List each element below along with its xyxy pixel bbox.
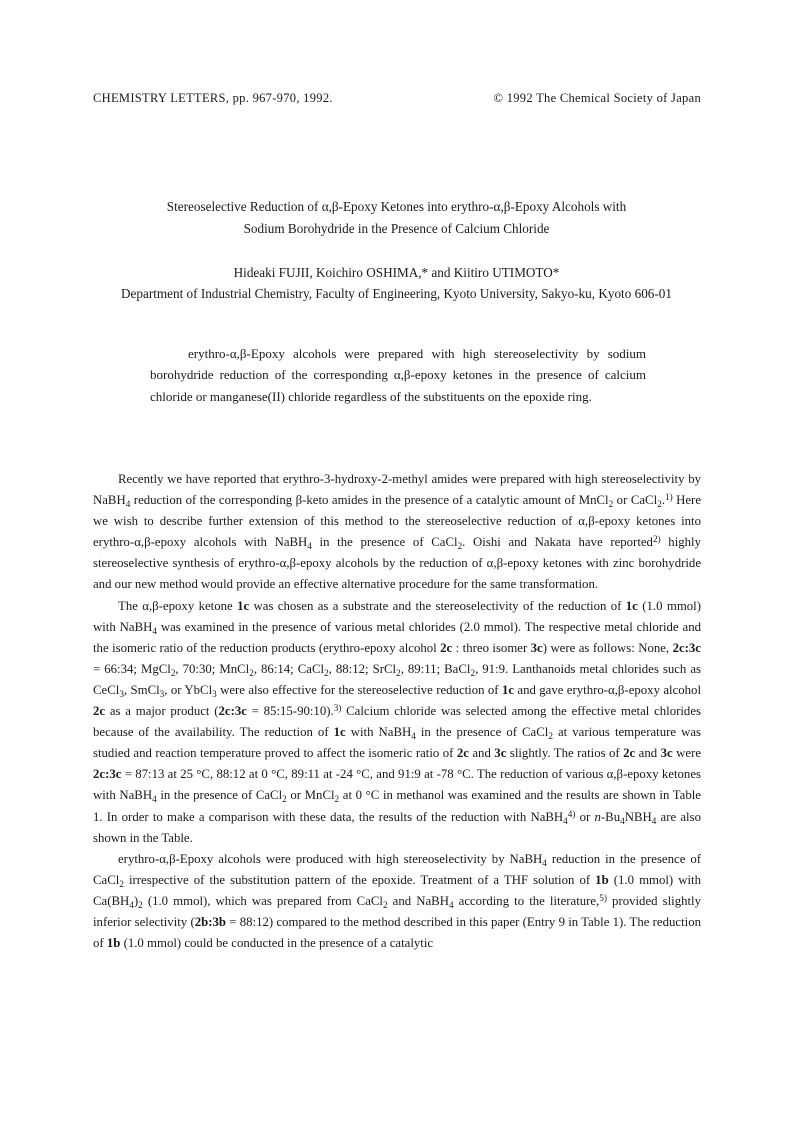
author-names: Hideaki FUJII, Koichiro OSHIMA,* and Kiitiro UTIMOTO* bbox=[233, 265, 560, 280]
compound-label: 1c bbox=[501, 682, 515, 697]
text-run: and bbox=[468, 746, 495, 761]
reference-marker: 5) bbox=[599, 892, 607, 903]
compound-label: 1c bbox=[237, 598, 250, 613]
text-run: were also effective for the stereoselective reduction of bbox=[216, 682, 502, 697]
subscript: 4 bbox=[542, 857, 547, 868]
compound-label: 3c bbox=[530, 640, 543, 655]
reference-marker: 1) bbox=[664, 491, 673, 502]
text-run: erythro-α,β-Epoxy alcohols were produced with high stereoselectivity by NaBH bbox=[118, 851, 543, 866]
subscript: 3 bbox=[212, 689, 217, 700]
subscript: 2 bbox=[608, 499, 614, 510]
subscript: 4 bbox=[152, 625, 157, 636]
text-run: and NaBH bbox=[387, 893, 449, 908]
subscript: 4 bbox=[563, 815, 568, 826]
journal-citation: CHEMISTRY LETTERS, pp. 967-970, 1992. bbox=[93, 91, 333, 105]
subscript: 2 bbox=[138, 900, 143, 911]
text-run: (1.0 mmol), which was prepared from CaCl bbox=[142, 893, 383, 908]
text-run: = 66:34; MgCl bbox=[93, 661, 171, 676]
compound-label: 2c bbox=[456, 746, 469, 761]
text-run: according to the literature, bbox=[453, 893, 600, 908]
text-run: as a major product ( bbox=[105, 704, 219, 719]
text-run: in the presence of CaCl bbox=[311, 535, 458, 550]
subscript: 4 bbox=[620, 815, 625, 826]
abstract bbox=[150, 343, 646, 407]
subscript: 4 bbox=[125, 499, 131, 510]
text-run: were bbox=[672, 746, 702, 761]
compound-label: 1b bbox=[106, 936, 121, 951]
author-block bbox=[60, 262, 733, 304]
compound-label: 2c bbox=[93, 704, 106, 719]
text-run: Calcium chloride was selected among the effective metal chlorides because of the availability. The reduction of bbox=[93, 704, 701, 740]
text-run: ) were as follows: None, bbox=[542, 640, 673, 655]
compound-label: 3c bbox=[494, 746, 507, 761]
reference-marker: 3) bbox=[333, 702, 342, 713]
title-line-1: Stereoselective Reduction of α,β-Epoxy Ketones into erythro-α,β-Epoxy Alcohols with bbox=[166, 199, 627, 214]
abstract-text: erythro-α,β-Epoxy alcohols were prepared with high stereoselectivity by sodium borohydride reduction of the corresponding α,β-epoxy ketones in the presence of calcium chloride or manganese(II) chloride regardless of the substituents on the epoxide ring. bbox=[150, 346, 646, 404]
text-run: NBH bbox=[624, 809, 652, 824]
text-run: , 70:30; MnCl bbox=[175, 661, 250, 676]
compound-label: 2c:3c bbox=[672, 640, 701, 655]
text-run: , 88:12; SrCl bbox=[328, 661, 397, 676]
text-run: : threo isomer bbox=[452, 640, 531, 655]
text-run: are also shown in the Table. bbox=[93, 809, 701, 845]
copyright-notice: © 1992 The Chemical Society of Japan bbox=[493, 91, 701, 105]
text-run: . bbox=[661, 493, 665, 508]
text-run: and bbox=[635, 746, 661, 761]
subscript: 2 bbox=[324, 668, 329, 679]
paragraph-1 bbox=[93, 469, 701, 596]
text-run: , SmCl bbox=[123, 682, 160, 697]
text-run: = 85:15-90:10). bbox=[246, 704, 334, 719]
subscript: 2 bbox=[470, 668, 476, 679]
text-run: irrespective of the substitution pattern of the epoxide. Treatment of a THF solution of bbox=[123, 872, 596, 887]
compound-label: 2c bbox=[440, 640, 453, 655]
text-run: Recently we have reported that erythro-3-hydroxy-2-methyl amides were prepared with high stereoselectivity by NaBH bbox=[93, 472, 701, 508]
text-run: = 87:13 at 25 °C, 88:12 at 0 °C, 89:11 at -24 °C, and 91:9 at -78 °C. The reduction of various α,β-epoxy ketones with NaBH bbox=[93, 767, 701, 803]
text-run: (1.0 mmol) with Ca(BH bbox=[93, 872, 702, 908]
text-run: was examined in the presence of various metal chlorides (2.0 mmol). The respective metal chloride and the isomeric ratio of the reduction products (erythro-epoxy alcohol bbox=[93, 619, 701, 655]
text-run: or MnCl bbox=[286, 788, 335, 803]
text-run: or bbox=[575, 809, 595, 824]
author-affiliation: Department of Industrial Chemistry, Faculty of Engineering, Kyoto University, Sakyo-ku, Kyoto 606-01 bbox=[121, 286, 672, 301]
subscript: 2 bbox=[396, 668, 401, 679]
text-run: , or YbCl bbox=[164, 682, 213, 697]
text-run: was chosen as a substrate and the stereoselectivity of the reduction of bbox=[249, 598, 626, 613]
compound-label: 1b bbox=[595, 872, 609, 887]
text-run: . Oishi and Nakata have reported bbox=[462, 535, 653, 550]
paper-title bbox=[100, 196, 693, 240]
subscript: 2 bbox=[170, 668, 176, 679]
text-run: in the presence of CaCl bbox=[156, 788, 283, 803]
text-run: in the presence of CaCl bbox=[415, 725, 549, 740]
compound-label: 2c:3c bbox=[218, 704, 247, 719]
reference-marker: 4) bbox=[567, 808, 576, 819]
text-run: reduction in the presence of CaCl bbox=[93, 851, 701, 887]
text-run: , 86:14; CaCl bbox=[253, 661, 325, 676]
paragraph-2 bbox=[93, 596, 701, 849]
text-run: with NaBH bbox=[345, 725, 412, 740]
subscript: 2 bbox=[457, 541, 463, 552]
compound-label: 3c bbox=[660, 746, 673, 761]
compound-label: 1c bbox=[333, 725, 346, 740]
title-line-2: Sodium Borohydride in the Presence of Calcium Chloride bbox=[243, 221, 550, 236]
subscript: 4 bbox=[152, 794, 157, 805]
subscript: 2 bbox=[282, 794, 287, 805]
paragraph-3 bbox=[93, 849, 701, 954]
subscript: 2 bbox=[657, 499, 662, 510]
text-run: ) bbox=[133, 893, 139, 908]
text-run: provided slightly inferior selectivity ( bbox=[93, 893, 702, 929]
body-text bbox=[93, 469, 701, 954]
text-run: , 91:9. Lanthanoids metal chlorides such as CeCl bbox=[93, 661, 701, 697]
compound-label: 2c bbox=[623, 746, 636, 761]
subscript: 4 bbox=[411, 731, 416, 742]
compound-label: 1c bbox=[625, 598, 638, 613]
subscript: 2 bbox=[548, 731, 553, 742]
text-run: highly stereoselective synthesis of erythro-α,β-epoxy alcohols by the reduction of α,β-epoxy ketones with zinc borohydride and our new method would provide an effective alternative procedure for the same transformation. bbox=[93, 535, 702, 592]
text-run: Here we wish to describe further extension of this method to the stereoselective reduction of α,β-epoxy ketones into erythro-α,β-epoxy alcohols with NaBH bbox=[93, 493, 701, 550]
subscript: 4 bbox=[307, 541, 312, 552]
subscript: 2 bbox=[334, 794, 340, 805]
text-run: reduction of the corresponding β-keto amides in the presence of a catalytic amount of MnCl bbox=[130, 493, 609, 508]
text-run: The α,β-epoxy ketone bbox=[118, 598, 238, 613]
subscript: 3 bbox=[159, 689, 165, 700]
subscript: 2 bbox=[383, 900, 388, 911]
compound-label: 2c:3c bbox=[93, 767, 122, 782]
subscript: 4 bbox=[448, 900, 454, 911]
subscript: 2 bbox=[249, 668, 254, 679]
text-run: (1.0 mmol) with NaBH bbox=[93, 598, 701, 634]
text-run: at 0 °C in methanol was examined and the results are shown in Table 1. In order to make a comparison with these data, the results of the reduction with NaBH bbox=[93, 788, 701, 824]
compound-label: 2b:3b bbox=[194, 914, 227, 929]
text-run: at various temperature was studied and reaction temperature proved to affect the isomeric ratio of bbox=[93, 725, 701, 761]
reference-marker: 2) bbox=[652, 534, 661, 545]
subscript: 4 bbox=[651, 815, 657, 826]
subscript: 3 bbox=[119, 689, 124, 700]
subscript: 4 bbox=[129, 900, 134, 911]
text-run: and gave erythro-α,β-epoxy alcohol bbox=[514, 682, 701, 697]
subscript: 2 bbox=[119, 879, 124, 889]
italic-text: n bbox=[594, 809, 601, 824]
text-run: = 88:12) compared to the method described in this paper (Entry 9 in Table 1). The reduction of bbox=[93, 914, 701, 951]
text-run: slightly. The ratios of bbox=[506, 746, 624, 761]
text-run: or CaCl bbox=[613, 493, 658, 508]
text-run: , 89:11; BaCl bbox=[400, 661, 471, 676]
running-header bbox=[93, 91, 701, 109]
text-run: (1.0 mmol) could be conducted in the presence of a catalytic bbox=[120, 936, 434, 951]
text-run: -Bu bbox=[600, 809, 621, 824]
